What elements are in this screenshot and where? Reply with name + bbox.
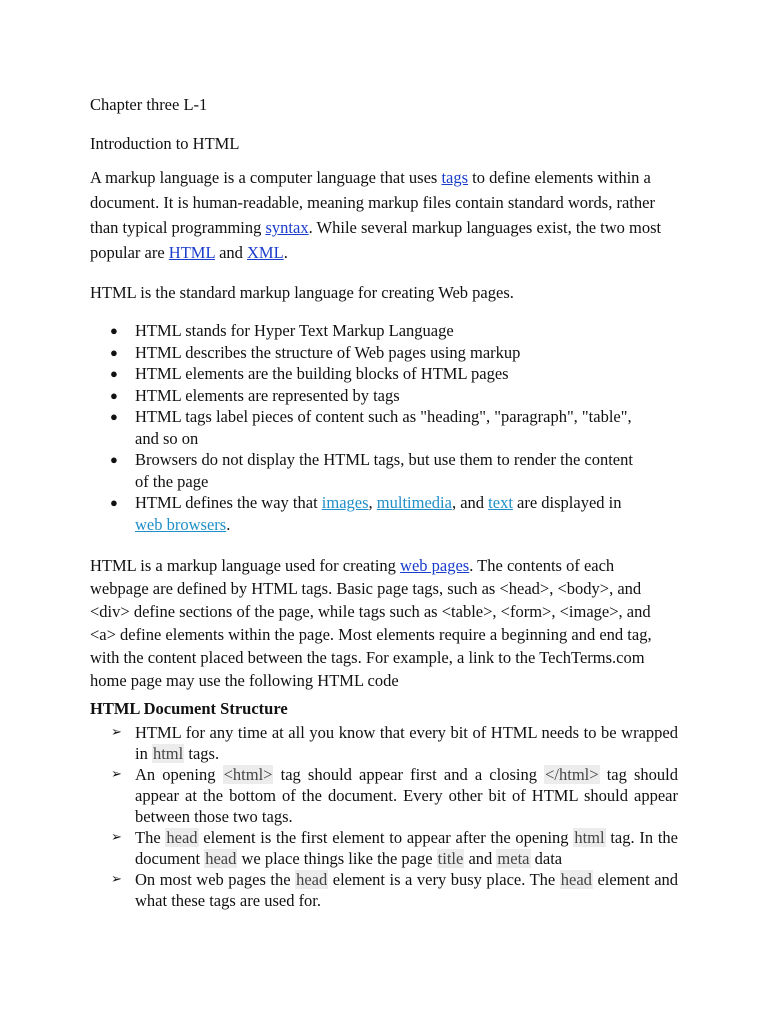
list-item-text: tag should appear at the bottom of the document. Every other bit of HTML should appear between those two tags. [135,765,678,826]
intro-text-3: . While several markup languages exist, the two most popular are [90,218,662,262]
list-item [90,363,650,385]
link-xml[interactable]: XML [247,243,284,262]
list-item-text: An opening [135,765,223,784]
list-item-text: HTML elements are the building blocks of HTML pages [135,364,509,383]
highlighted-code: </html> [545,765,599,784]
section-title: Introduction to HTML [90,134,240,153]
paragraph-text: HTML is a markup language used for creating [90,556,401,575]
paragraph-text: . The contents of each webpage are defined by HTML tags. Basic page tags, such as <head>, <body>, and <div> define sections of the page, while tags such as <table>, <form>, <image>, and <a> define elements within the page. Most elements require a beginning and end tag, with the content placed between the tags. For example, a link to the TechTerms.com home page may use the following HTML code [90,556,652,690]
list-item-text: The [135,828,166,847]
bullet-icon: ● [110,344,118,360]
list-item [90,449,650,492]
list-item-text: we place things like the page [237,849,437,868]
standard-line: HTML is the standard markup language for creating Web pages. [90,283,514,302]
arrow-bullet-icon: ➢ [111,872,122,887]
link-tags[interactable]: tags [441,168,469,187]
list-item-text: tag. In the document [135,828,679,868]
structure-heading: HTML Document Structure [90,699,288,718]
bullet-icon: ● [110,452,118,467]
bullet-icon: ● [110,409,118,424]
structure-list [90,722,678,911]
list-item [90,385,650,407]
bullet-icon: ● [110,495,118,510]
link-syntax[interactable]: syntax [265,218,309,237]
list-item-text: On most web pages the [135,870,296,889]
html-facts-list [90,320,650,535]
list-item-text: and [464,849,497,868]
intro-text-4: and [214,243,248,262]
list-item [90,406,650,449]
markup-paragraph [90,554,670,692]
highlighted-code: <html> [223,765,273,784]
list-item [90,722,678,764]
list-item-text: are displayed in [512,493,622,512]
highlighted-code: html [574,828,605,847]
list-item-text: , and [451,493,489,512]
link-images[interactable]: images [321,493,369,512]
intro-text-5: . [283,243,288,262]
arrow-bullet-icon: ➢ [111,725,122,740]
highlighted-code: head [560,870,592,889]
link-web-browsers[interactable]: web browsers [135,514,227,534]
bullet-icon: ● [110,366,118,381]
list-item [90,869,678,911]
list-item-text: Browsers do not display the HTML tags, but use them to render the content of the page [135,450,633,491]
chapter-title: Chapter three L-1 [90,95,208,114]
list-item [90,342,650,364]
list-item-text: element is the first element to appear after the opening [198,828,574,847]
list-item [90,320,650,342]
link-multimedia[interactable]: multimedia [376,493,452,512]
list-item-text: . [226,514,231,534]
list-item-text: data [530,849,563,868]
list-item-text: HTML defines the way that [135,493,322,512]
list-item [90,827,678,869]
intro-paragraph [90,165,680,265]
link-text[interactable]: text [488,493,513,512]
highlighted-code: html [152,744,184,763]
list-item-text: HTML tags label pieces of content such as "heading", "paragraph", "table", and so on [135,407,632,448]
list-item-text: , [368,493,377,512]
list-item [90,492,650,535]
highlighted-code: head [166,828,198,847]
intro-text-2: to define elements within a document. It is human-readable, meaning markup files contain standard words, rather than typical programming [90,168,655,237]
intro-text-1: A markup language is a computer language that uses [90,168,442,187]
highlighted-code: title [437,849,464,868]
highlighted-code: head [205,849,237,868]
list-item-text: tag should appear first and a closing [273,765,545,784]
bullet-icon: ● [110,323,118,338]
link-html[interactable]: HTML [168,243,215,262]
highlighted-code: head [296,870,328,889]
list-item [90,764,678,827]
list-item-text: HTML describes the structure of Web pages using markup [135,342,521,362]
list-item-text: tags. [184,744,220,763]
highlighted-code: meta [497,849,530,868]
list-item-text: element and what these tags are used for. [135,870,679,910]
list-item-text: HTML elements are represented by tags [135,385,400,405]
bullet-icon: ● [110,387,118,403]
link-web-pages[interactable]: web pages [400,556,470,575]
arrow-bullet-icon: ➢ [111,767,122,782]
list-item-text: HTML for any time at all you know that every bit of HTML needs to be wrapped in [135,723,678,763]
list-item-text: element is a very busy place. The [328,870,560,889]
list-item-text: HTML stands for Hyper Text Markup Language [135,321,454,340]
arrow-bullet-icon: ➢ [111,830,122,845]
